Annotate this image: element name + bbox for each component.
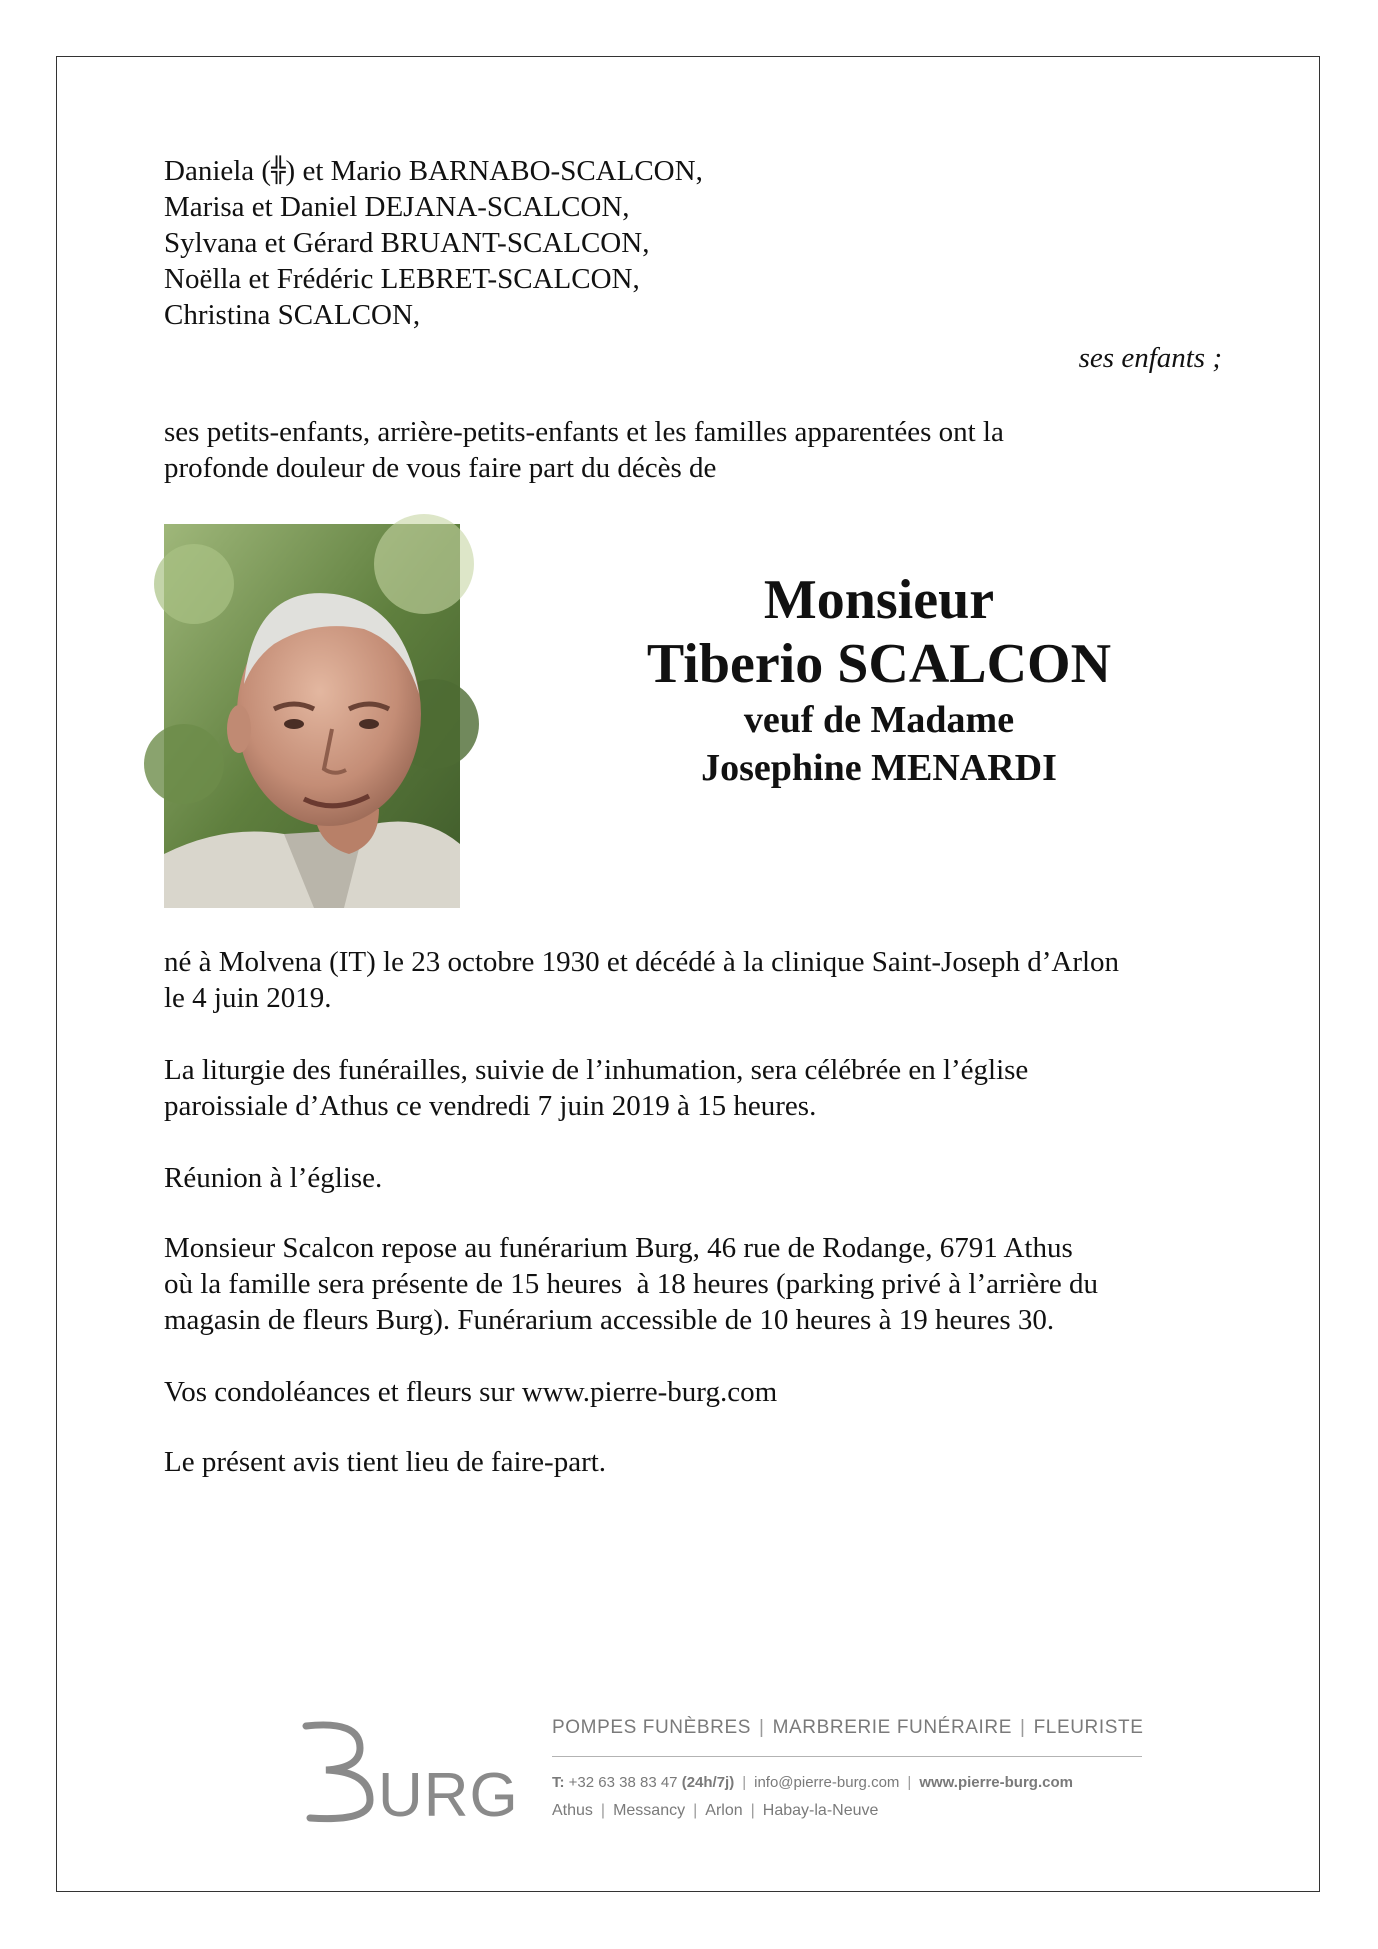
reunion-line: Réunion à l’église. xyxy=(164,1162,383,1194)
phone-prefix: T: xyxy=(552,1774,565,1791)
spouse-name: Josephine MENARDI xyxy=(701,747,1057,789)
family-line-1: Daniela (╬) et Mario BARNABO-SCALCON, xyxy=(164,152,1222,189)
reunion-paragraph xyxy=(164,1160,1222,1196)
born-line-1: né à Molvena (IT) le 23 octobre 1930 et décédé à la clinique Saint-Joseph d’Arlon xyxy=(164,946,1120,978)
deceased-name: Tiberio SCALCON xyxy=(646,633,1112,695)
born-line-2: le 4 juin 2019. xyxy=(164,982,332,1014)
family-line-2: Marisa et Daniel DEJANA-SCALCON, xyxy=(164,191,630,223)
email-link[interactable]: info@pierre-burg.com xyxy=(754,1774,900,1791)
intro-line-2: profonde douleur de vous faire part du décès de xyxy=(164,452,717,484)
notice-line: Le présent avis tient lieu de faire-part. xyxy=(164,1446,607,1478)
repose-line-3: magasin de fleurs Burg). Funérarium accessible de 10 heures à 19 heures 30. xyxy=(164,1304,1055,1336)
svg-text:URG: URG xyxy=(378,1761,519,1830)
service-marbrerie: MARBRERIE FUNÉRAIRE xyxy=(772,1717,1013,1738)
deceased-name-block xyxy=(460,568,1298,792)
notice-paragraph xyxy=(164,1444,1222,1480)
footer-services: POMPES FUNÈBRES | MARBRERIE FUNÉRAIRE | FLEURISTE xyxy=(552,1717,1144,1738)
family-role: ses enfants ; xyxy=(1078,342,1222,374)
family-line-5: Christina SCALCON, xyxy=(164,299,421,331)
liturgy-paragraph xyxy=(164,1052,1222,1124)
footer-locations: Athus | Messancy | Arlon | Habay-la-Neuve xyxy=(552,1802,879,1819)
liturgy-line-1: La liturgie des funérailles, suivie de l’inhumation, sera célébrée en l’église xyxy=(164,1054,1029,1086)
portrait-illustration xyxy=(164,524,460,908)
family-line-4: Noëlla et Frédéric LEBRET-SCALCON, xyxy=(164,263,640,295)
website-link[interactable]: www.pierre-burg.com xyxy=(919,1774,1073,1791)
intro-line-1: ses petits-enfants, arrière-petits-enfants et les familles apparentées ont la xyxy=(164,416,1004,448)
widow-of-label: veuf de Madame xyxy=(743,699,1015,741)
burg-logo xyxy=(300,1716,519,1830)
condolences-line: Vos condoléances et fleurs sur www.pierre-burg.com xyxy=(164,1376,778,1408)
location-messancy: Messancy xyxy=(613,1802,686,1819)
phone-hours: (24h/7j) xyxy=(681,1774,735,1791)
service-fleuriste: FLEURISTE xyxy=(1033,1717,1144,1738)
portrait-photo xyxy=(164,524,460,908)
repose-line-1: Monsieur Scalcon repose au funérarium Burg, 46 rue de Rodange, 6791 Athus xyxy=(164,1232,1073,1264)
footer-divider xyxy=(552,1756,1142,1757)
service-pompes-funebres: POMPES FUNÈBRES xyxy=(552,1717,752,1738)
repose-line-2: où la famille sera présente de 15 heures à 18 heures (parking privé à l’arrière du xyxy=(164,1268,1099,1300)
family-list xyxy=(164,152,1222,333)
intro-paragraph xyxy=(164,414,1222,486)
deceased-title: Monsieur xyxy=(763,569,995,631)
phone-number: +32 63 38 83 47 xyxy=(568,1774,678,1791)
location-habay: Habay-la-Neuve xyxy=(762,1802,879,1819)
liturgy-line-2: paroissiale d’Athus ce vendredi 7 juin 2019 à 15 heures. xyxy=(164,1090,817,1122)
family-line-3: Sylvana et Gérard BRUANT-SCALCON, xyxy=(164,227,650,259)
cross-icon: ╬ xyxy=(271,156,286,184)
location-athus: Athus xyxy=(552,1802,593,1819)
location-arlon: Arlon xyxy=(705,1802,743,1819)
birth-death-paragraph xyxy=(164,944,1222,1016)
repose-paragraph xyxy=(164,1230,1222,1338)
footer-contact: T: +32 63 38 83 47 (24h/7j) | info@pierre-burg.com | www.pierre-burg.com xyxy=(552,1774,1073,1791)
condolences-paragraph xyxy=(164,1374,1222,1410)
